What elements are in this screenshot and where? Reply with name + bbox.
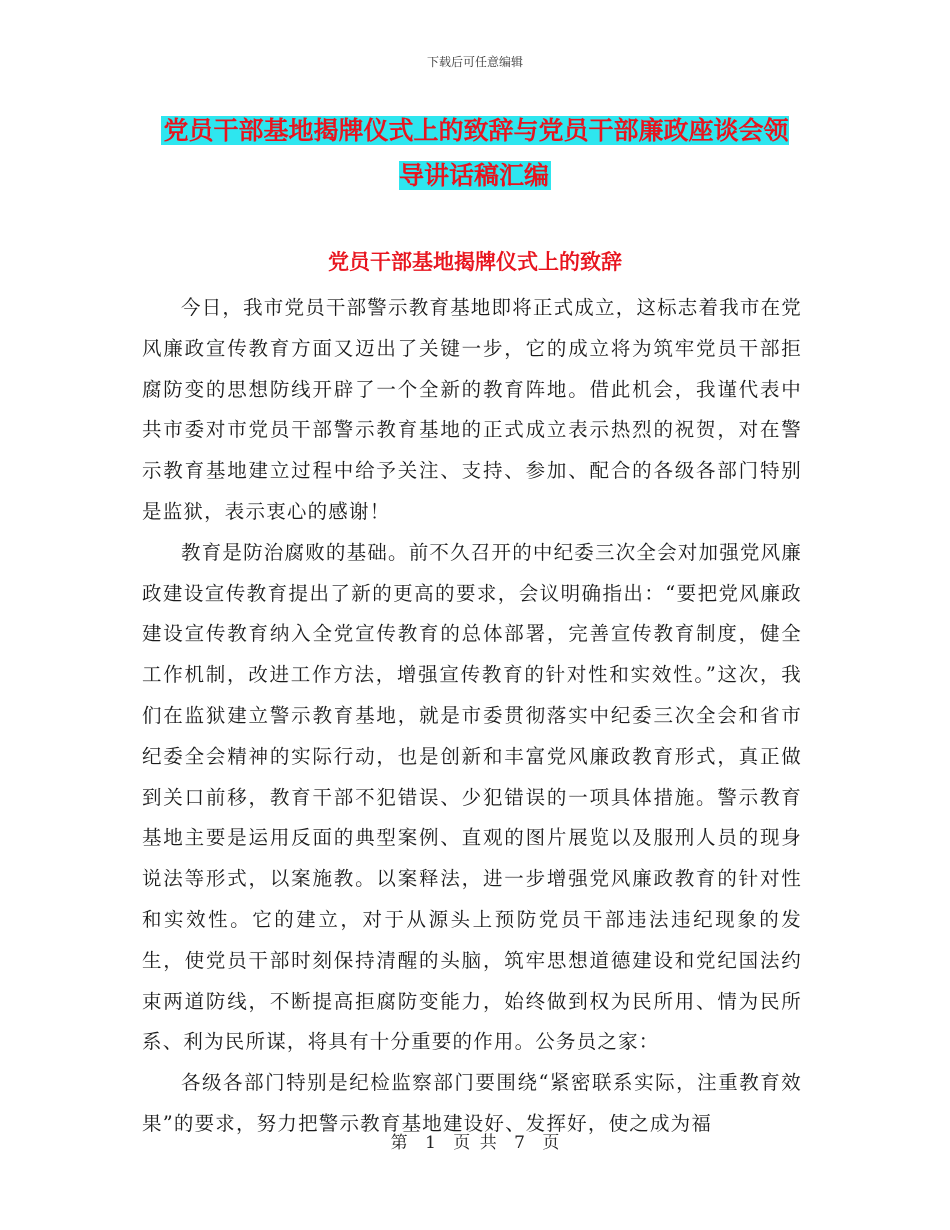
paragraph: 各级各部门特别是纪检监察部门要围绕“紧密联系实际，注重教育效果”的要求，努力把警示教育基地建设好、发挥好，使之成为福 xyxy=(142,1071,802,1135)
document-body xyxy=(142,288,802,1145)
header-note: 下载后可任意编辑 xyxy=(426,55,523,69)
footer-total-pages: 7 xyxy=(514,1133,525,1153)
document-title-text: 党员干部基地揭牌仪式上的致辞与党员干部廉政座谈会领导讲话稿汇编 xyxy=(163,116,789,190)
footer-middle: 页 共 xyxy=(453,1133,497,1153)
document-title xyxy=(150,108,800,198)
footer-page-number: 1 xyxy=(425,1133,436,1153)
paragraph: 今日，我市党员干部警示教育基地即将正式成立，这标志着我市在党风廉政宣传教育方面又迈出了关键一步，它的成立将为筑牢党员干部拒腐防变的思想防线开辟了一个全新的教育阵地。借此机会，我谨代表中共市委对市党员干部警示教育基地的正式成立表示热烈的祝贺，对在警示教育基地建立过程中给予关注、支持、参加、配合的各级各部门特别是监狱，表示衷心的感谢！ xyxy=(142,296,803,523)
page-footer xyxy=(0,1128,950,1153)
footer-prefix: 第 xyxy=(390,1133,408,1153)
section-title: 党员干部基地揭牌仪式上的致辞 xyxy=(328,250,622,274)
footer-suffix: 页 xyxy=(542,1133,560,1153)
paragraph: 教育是防治腐败的基础。前不久召开的中纪委三次全会对加强党风廉政建设宣传教育提出了新的更高的要求，会议明确指出：“要把党风廉政建设宣传教育纳入全党宣传教育的总体部署，完善宣传教育制度，健全工作机制，改进工作方法，增强宣传教育的针对性和实效性。”这次，我们在监狱建立警示教育基地，就是市委贯彻落实中纪委三次全会和省市纪委全会精神的实际行动，也是创新和丰富党风廉政教育形式，真正做到关口前移，教育干部不犯错误、少犯错误的一项具体措施。警示教育基地主要是运用反面的典型案例、直观的图片展览以及服刑人员的现身说法等形式，以案施教。以案释法，进一步增强党风廉政教育的针对性和实效性。它的建立，对于从源头上预防党员干部违法违纪现象的发生，使党员干部时刻保持清醒的头脑，筑牢思想道德建设和党纪国法约束两道防线，不断提高拒腐防变能力，始终做到权为民所用、情为民所系、利为民所谋，将具有十分重要的作用。公务员之家： xyxy=(142,540,803,1054)
